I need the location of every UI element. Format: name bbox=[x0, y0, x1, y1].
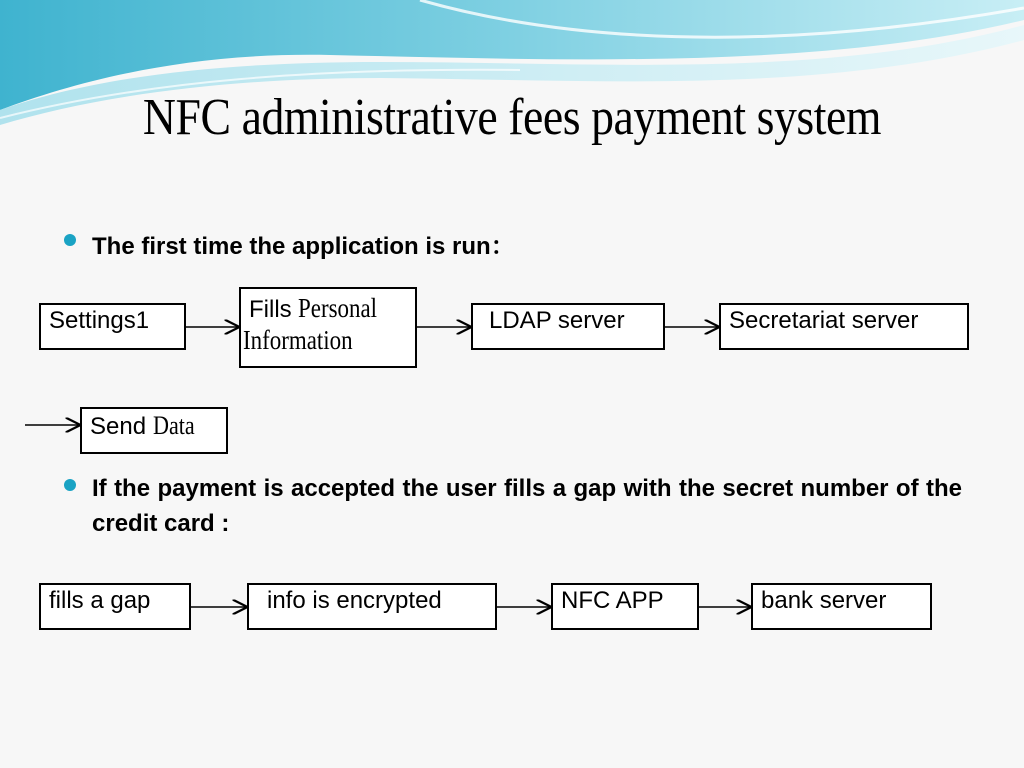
bullet-dot-icon bbox=[64, 234, 76, 246]
box-nfc-app bbox=[551, 583, 699, 630]
bullet-first-run-text: The first time the application is run： bbox=[92, 233, 515, 260]
box-settings1 bbox=[39, 303, 186, 350]
slide-title: NFC administrative fees payment system bbox=[142, 89, 882, 146]
box-nfc-app-label: NFC APP bbox=[561, 587, 664, 614]
bullet-payment-accepted bbox=[92, 471, 962, 541]
box-send-word: Send bbox=[90, 413, 147, 440]
box-fills-word: Fills bbox=[249, 296, 292, 323]
box-bank-server bbox=[751, 583, 932, 630]
box-ldap-server bbox=[471, 303, 665, 350]
box-fills-personal-information bbox=[239, 287, 417, 368]
bullet-dot-icon bbox=[64, 479, 76, 491]
box-fills-information: Information bbox=[243, 325, 353, 355]
box-settings1-label: Settings1 bbox=[49, 307, 150, 334]
box-fills-a-gap-label: fills a gap bbox=[49, 587, 151, 614]
box-fills-a-gap bbox=[39, 583, 191, 630]
box-info-is-encrypted-label: info is encrypted bbox=[267, 587, 442, 614]
box-send-data-word: Data bbox=[152, 411, 195, 440]
bullet-payment-accepted-text: If the payment is accepted the user fills a gap with the secret number of the credit card : bbox=[92, 475, 962, 537]
bullet-first-run bbox=[92, 226, 515, 261]
box-ldap-server-label: LDAP server bbox=[489, 307, 625, 334]
box-fills-personal: Personal bbox=[298, 293, 378, 323]
box-info-is-encrypted bbox=[247, 583, 497, 630]
box-bank-server-label: bank server bbox=[761, 587, 887, 614]
box-secretariat-server-label: Secretariat server bbox=[729, 307, 919, 334]
box-secretariat-server bbox=[719, 303, 969, 350]
box-send-data bbox=[80, 407, 228, 454]
